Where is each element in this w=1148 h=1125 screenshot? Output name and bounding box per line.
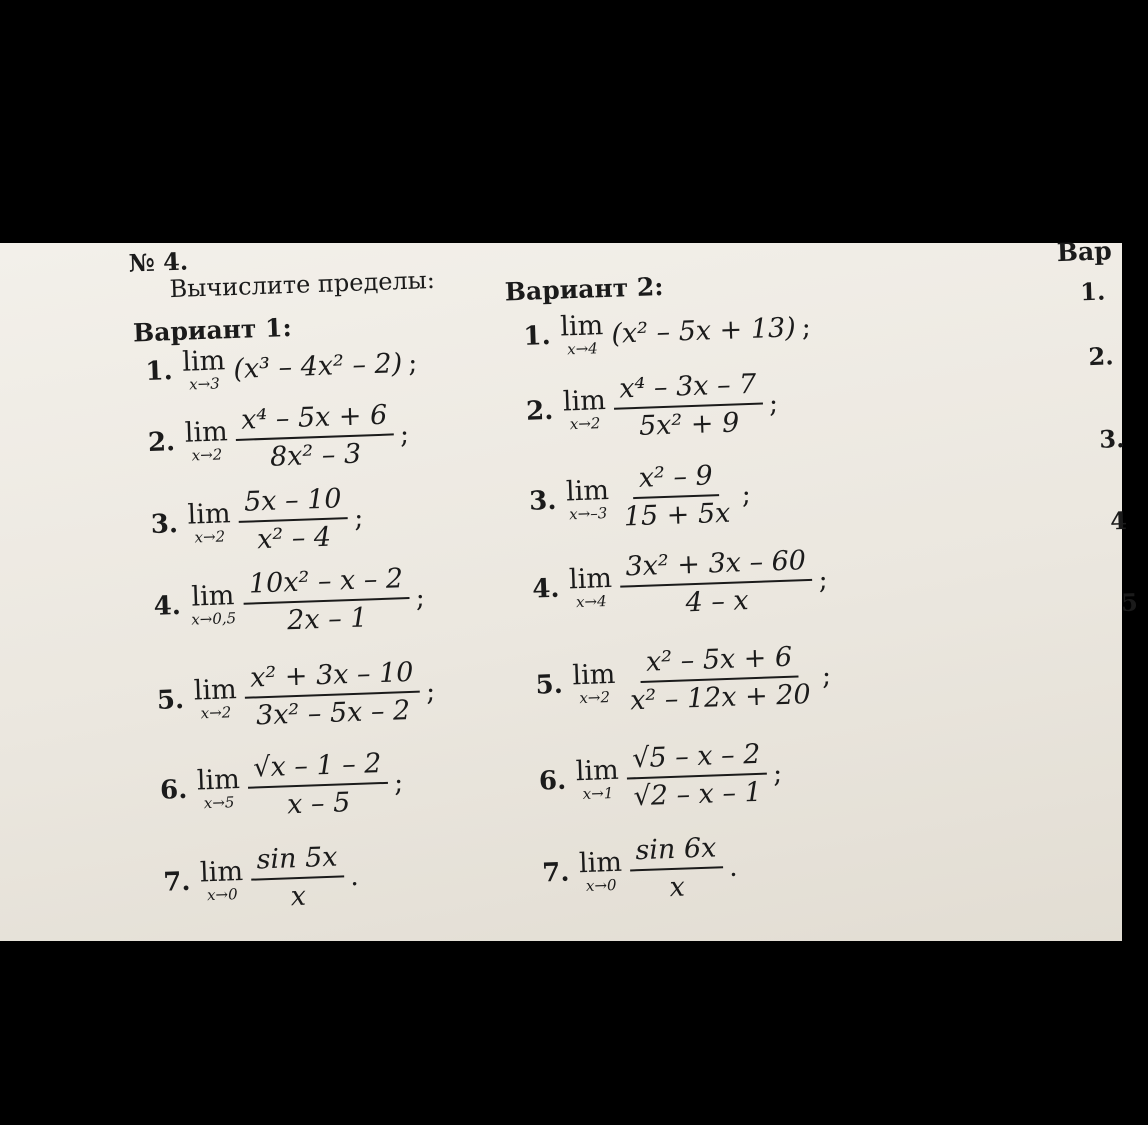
denominator: x² – 4: [256, 521, 332, 556]
punctuation: ;: [772, 757, 783, 789]
textbook-page: [0, 206, 1144, 943]
limit-operator: lim x→3: [181, 345, 226, 394]
limit-subscript: x→4: [566, 339, 599, 359]
punctuation: ;: [741, 478, 752, 510]
task-instruction: Вычислите пределы:: [169, 265, 436, 304]
limit-subscript: x→0: [206, 885, 238, 905]
fraction: [616, 460, 737, 534]
variant2-title: Вариант 2:: [504, 271, 664, 307]
denominator: x: [290, 880, 307, 913]
v3-item-3: 3.: [1098, 423, 1125, 454]
problem-number: 2.: [525, 395, 554, 427]
denominator: 4 – x: [685, 585, 750, 619]
v3-item-5: 5: [1120, 587, 1139, 618]
v2-problem-5: [534, 640, 832, 720]
limit-subscript: x→2: [579, 688, 611, 708]
expression: (x³ – 4x² – 2): [232, 347, 403, 385]
v1-problem-3: [150, 483, 365, 560]
problem-number: 7.: [162, 866, 191, 898]
limit-subscript: x→2: [194, 527, 226, 547]
textbook-page-photo: [0, 236, 1139, 941]
problem-number: 5.: [535, 669, 564, 701]
problem-number: 3.: [150, 509, 179, 540]
numerator: x⁴ – 5x + 6: [235, 399, 394, 440]
numerator: sin 6x: [629, 832, 723, 871]
denominator: x² – 12x + 20: [629, 679, 812, 717]
limit-operator: lim x→2: [193, 674, 238, 723]
fraction: [238, 483, 350, 557]
fraction: [622, 641, 817, 718]
limit-operator: lim x→1: [575, 754, 620, 804]
v2-problem-1: [523, 305, 812, 359]
punctuation: ;: [818, 563, 829, 596]
punctuation: ;: [821, 659, 832, 692]
fraction: [626, 739, 768, 814]
punctuation: ;: [768, 387, 779, 419]
fraction: [242, 563, 410, 639]
limit-operator: lim x→2: [571, 658, 616, 708]
v3-item-4: 4: [1109, 505, 1128, 536]
punctuation: ;: [425, 675, 436, 707]
v3-item-2: 2.: [1087, 341, 1115, 372]
punctuation: ;: [407, 347, 418, 379]
numerator: sin 5x: [250, 841, 344, 880]
numerator: x² + 3x – 10: [244, 657, 420, 699]
problem-number: 6.: [538, 765, 567, 797]
limit-operator: lim x→4: [568, 562, 613, 612]
fraction: [247, 748, 389, 823]
limit-operator: lim x→–3: [565, 474, 610, 524]
limit-subscript: x→3: [188, 374, 221, 394]
denominator: 2x – 1: [286, 602, 368, 637]
v1-problem-1: [145, 341, 418, 394]
fraction: [619, 545, 814, 622]
denominator: 5x² + 9: [638, 407, 740, 442]
v1-problem-4: [152, 562, 426, 641]
limit-subscript: x→–3: [568, 504, 608, 524]
denominator: 8x² – 3: [269, 438, 362, 473]
punctuation: .: [728, 851, 739, 883]
v2-problem-6: [538, 738, 784, 816]
punctuation: ;: [415, 581, 426, 614]
v3-item-1: 1.: [1079, 276, 1106, 307]
limit-subscript: x→4: [575, 592, 607, 612]
numerator: √x – 1 – 2: [247, 748, 388, 789]
limit-subscript: x→1: [582, 783, 614, 804]
problem-number: 2.: [147, 427, 176, 459]
limit-operator: lim x→2: [187, 498, 232, 547]
fraction: [613, 369, 764, 444]
limit-operator: lim x→0,5: [190, 580, 237, 629]
denominator: 3x² – 5x – 2: [255, 695, 411, 732]
expression: (x² – 5x + 13): [610, 311, 797, 350]
fraction: [629, 832, 724, 905]
punctuation: ;: [801, 311, 812, 343]
numerator: x⁴ – 3x – 7: [613, 369, 763, 410]
fraction: [235, 399, 395, 474]
v2-problem-7: [541, 832, 739, 909]
punctuation: ;: [399, 418, 410, 450]
numerator: √5 – x – 2: [626, 739, 767, 780]
variant3-title-partial: Вар: [1056, 236, 1113, 268]
problem-number: 4.: [531, 573, 560, 605]
v1-problem-2: [147, 399, 411, 478]
denominator: x: [669, 871, 686, 904]
limit-subscript: x→2: [191, 445, 223, 465]
limit-operator: lim x→2: [184, 416, 229, 465]
problem-number: 5.: [156, 684, 185, 716]
limit-operator: lim x→5: [196, 764, 241, 813]
v2-problem-3: [528, 459, 752, 537]
limit-subscript: x→0,5: [190, 609, 237, 629]
numerator: 3x² + 3x – 60: [619, 545, 813, 588]
v2-problem-4: [531, 544, 829, 624]
problem-number: 1.: [522, 320, 552, 352]
problem-number: 3.: [528, 485, 557, 517]
problem-number: 7.: [541, 857, 570, 889]
v1-problem-6: [159, 747, 405, 825]
v2-problem-2: [525, 368, 779, 447]
punctuation: ;: [353, 502, 364, 534]
variant1-title: Вариант 1:: [132, 312, 293, 348]
fraction: [244, 657, 422, 733]
limit-subscript: x→0: [585, 875, 617, 895]
punctuation: .: [349, 860, 360, 892]
numerator: x² – 5x + 6: [640, 641, 799, 682]
limit-operator: lim x→2: [562, 385, 607, 434]
numerator: 5x – 10: [238, 483, 349, 523]
v1-problem-7: [162, 841, 360, 918]
denominator: x – 5: [286, 787, 351, 821]
fraction: [250, 841, 345, 914]
limit-operator: lim x→4: [559, 310, 604, 359]
numerator: x² – 9: [632, 460, 719, 499]
task-number: № 4.: [128, 246, 189, 278]
limit-subscript: x→2: [200, 703, 232, 723]
numerator: 10x² – x – 2: [242, 563, 409, 605]
limit-operator: lim x→0: [578, 846, 623, 895]
problem-number: 1.: [144, 356, 174, 388]
punctuation: ;: [393, 766, 404, 799]
limit-operator: lim x→0: [199, 855, 244, 905]
problem-number: 4.: [153, 590, 182, 622]
problem-number: 6.: [159, 774, 188, 806]
denominator: 15 + 5x: [623, 497, 731, 533]
denominator: √2 – x – 1: [633, 776, 763, 813]
limit-subscript: x→5: [203, 793, 235, 813]
v1-problem-5: [156, 656, 437, 736]
limit-subscript: x→2: [569, 414, 601, 434]
